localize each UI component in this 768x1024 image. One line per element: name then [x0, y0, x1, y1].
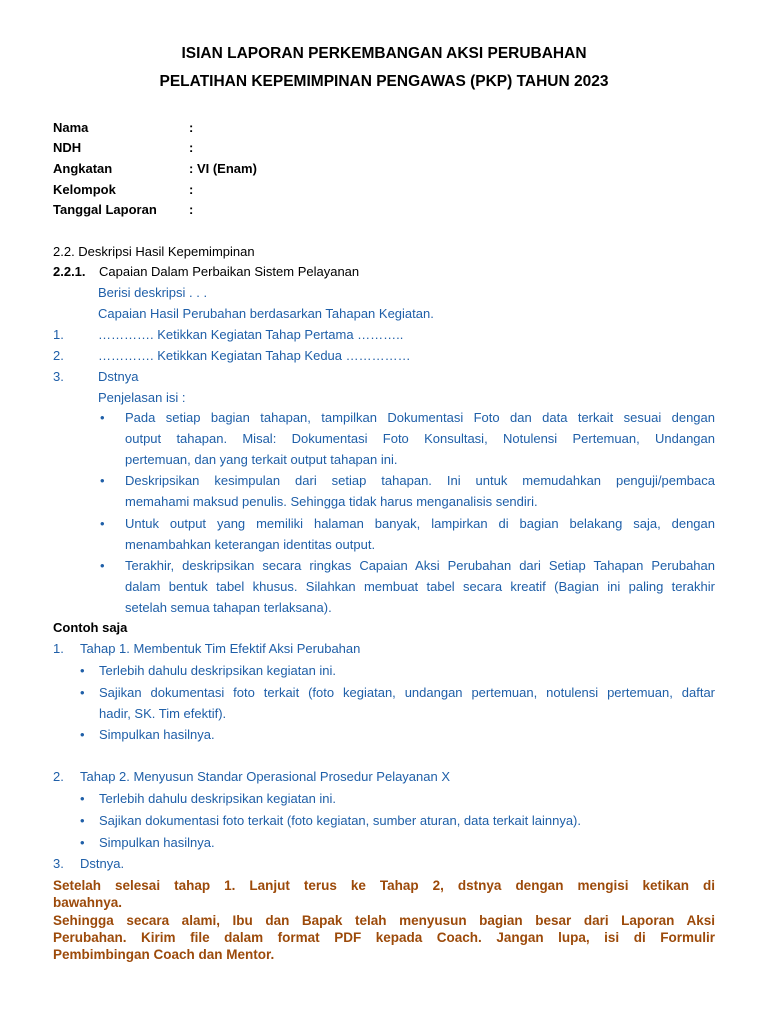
- bullet-line: dalam bentuk tabel khusus. Silahkan membuat tabel secara kreatif (Bagian ini paling terakhir: [125, 579, 715, 594]
- field-label-nama: Nama: [53, 120, 89, 135]
- bullet-line: Pada setiap bagian tahapan, tampilkan Dokumentasi Foto dan data terkait sesuai dengan: [125, 410, 715, 425]
- step-number: 1.: [53, 327, 64, 342]
- stage-bullet: Terlebih dahulu deskripsikan kegiatan ini.: [99, 791, 337, 806]
- field-value-angkatan: : VI (Enam): [189, 161, 257, 176]
- bullet-line: menambahkan keterangan identitas output.: [125, 537, 376, 552]
- stage-number: 2.: [53, 769, 64, 784]
- doc-title-line2: PELATIHAN KEPEMIMPINAN PENGAWAS (PKP) TAHUN 2023: [159, 73, 609, 90]
- bullet-dot: •: [100, 558, 105, 573]
- step-number: 3.: [53, 369, 64, 384]
- bullet-dot: •: [100, 410, 105, 425]
- stage-bullet: Sajikan dokumentasi foto terkait (foto kegiatan, sumber aturan, data terkait lainnya).: [99, 813, 581, 828]
- stage-title: Tahap 2. Menyusun Standar Operasional Prosedur Pelayanan X: [80, 769, 451, 784]
- example-label: Contoh saja: [53, 620, 128, 635]
- field-value-tanggal: :: [189, 202, 194, 217]
- intro-line2: Capaian Hasil Perubahan berdasarkan Tahapan Kegiatan.: [98, 306, 434, 321]
- stage-title: Dstnya.: [80, 856, 125, 871]
- bullet-dot: •: [80, 685, 85, 700]
- stage-bullet: hadir, SK. Tim efektif).: [99, 706, 227, 721]
- stage-bullet: Sajikan dokumentasi foto terkait (foto kegiatan, undangan pertemuan, notulensi pertemuan, daftar: [99, 685, 715, 700]
- closing-text: Setelah selesai tahap 1. Lanjut terus ke Tahap 2, dstnya dengan mengisi ketikan di: [53, 878, 715, 893]
- step-text: …………. Ketikkan Kegiatan Tahap Pertama ………..: [98, 327, 404, 342]
- bullet-line: setelah semua tahapan terlaksana).: [125, 600, 332, 615]
- bullet-line: memahami maksud penulis. Sehingga tidak harus menganalisis sendiri.: [125, 494, 538, 509]
- field-value-ndh: :: [189, 140, 194, 155]
- field-label-angkatan: Angkatan: [53, 161, 113, 176]
- stage-bullet: Simpulkan hasilnya.: [99, 835, 215, 850]
- bullet-line: pertemuan, dan yang terkait output tahapan ini.: [125, 452, 398, 467]
- section-heading: 2.2. Deskripsi Hasil Kepemimpinan: [53, 244, 255, 259]
- step-text: Dstnya: [98, 369, 139, 384]
- stage-number: 3.: [53, 856, 64, 871]
- bullet-dot: •: [80, 835, 85, 850]
- bullet-dot: •: [80, 813, 85, 828]
- field-label-kelompok: Kelompok: [53, 182, 116, 197]
- step-text: …………. Ketikkan Kegiatan Tahap Kedua ……………: [98, 348, 411, 363]
- bullet-line: output tahapan. Misal: Dokumentasi Foto Konsultasi, Notulensi Pertemuan, Undangan: [125, 431, 715, 446]
- bullet-line: Deskripsikan kesimpulan dari setiap tahapan. Ini untuk memudahkan penguji/pembaca: [125, 473, 715, 488]
- field-value-nama: :: [189, 120, 194, 135]
- field-label-tanggal: Tanggal Laporan: [53, 202, 157, 217]
- bullet-dot: •: [100, 473, 105, 488]
- field-label-ndh: NDH: [53, 140, 82, 155]
- subsection-number: 2.2.1.: [53, 264, 86, 279]
- stage-title: Tahap 1. Membentuk Tim Efektif Aksi Perubahan: [80, 641, 361, 656]
- stage-number: 1.: [53, 641, 64, 656]
- bullet-dot: •: [80, 663, 85, 678]
- bullet-line: Terakhir, deskripsikan secara ringkas Capaian Aksi Perubahan dari Setiap Tahapan Perubahan: [125, 558, 715, 573]
- closing-text: Sehingga secara alami, Ibu dan Bapak telah menyusun bagian besar dari Laporan Aksi: [53, 913, 715, 928]
- field-value-kelompok: :: [189, 182, 194, 197]
- closing-text: bawahnya.: [53, 895, 123, 910]
- bullet-dot: •: [80, 791, 85, 806]
- closing-text: Perubahan. Kirim file dalam format PDF kepada Coach. Jangan lupa, isi di Formulir: [53, 930, 715, 945]
- explanation-label: Penjelasan isi :: [98, 390, 186, 405]
- doc-title-line1: ISIAN LAPORAN PERKEMBANGAN AKSI PERUBAHAN: [181, 45, 587, 62]
- bullet-dot: •: [80, 727, 85, 742]
- stage-bullet: Terlebih dahulu deskripsikan kegiatan ini.: [99, 663, 337, 678]
- stage-bullet: Simpulkan hasilnya.: [99, 727, 215, 742]
- subsection-title: Capaian Dalam Perbaikan Sistem Pelayanan: [99, 264, 360, 279]
- bullet-line: Untuk output yang memiliki halaman banyak, lampirkan di bagian belakang saja, dengan: [125, 516, 715, 531]
- intro-line1: Berisi deskripsi . . .: [98, 285, 208, 300]
- step-number: 2.: [53, 348, 64, 363]
- closing-text: Pembimbingan Coach dan Mentor.: [53, 947, 275, 962]
- bullet-dot: •: [100, 516, 105, 531]
